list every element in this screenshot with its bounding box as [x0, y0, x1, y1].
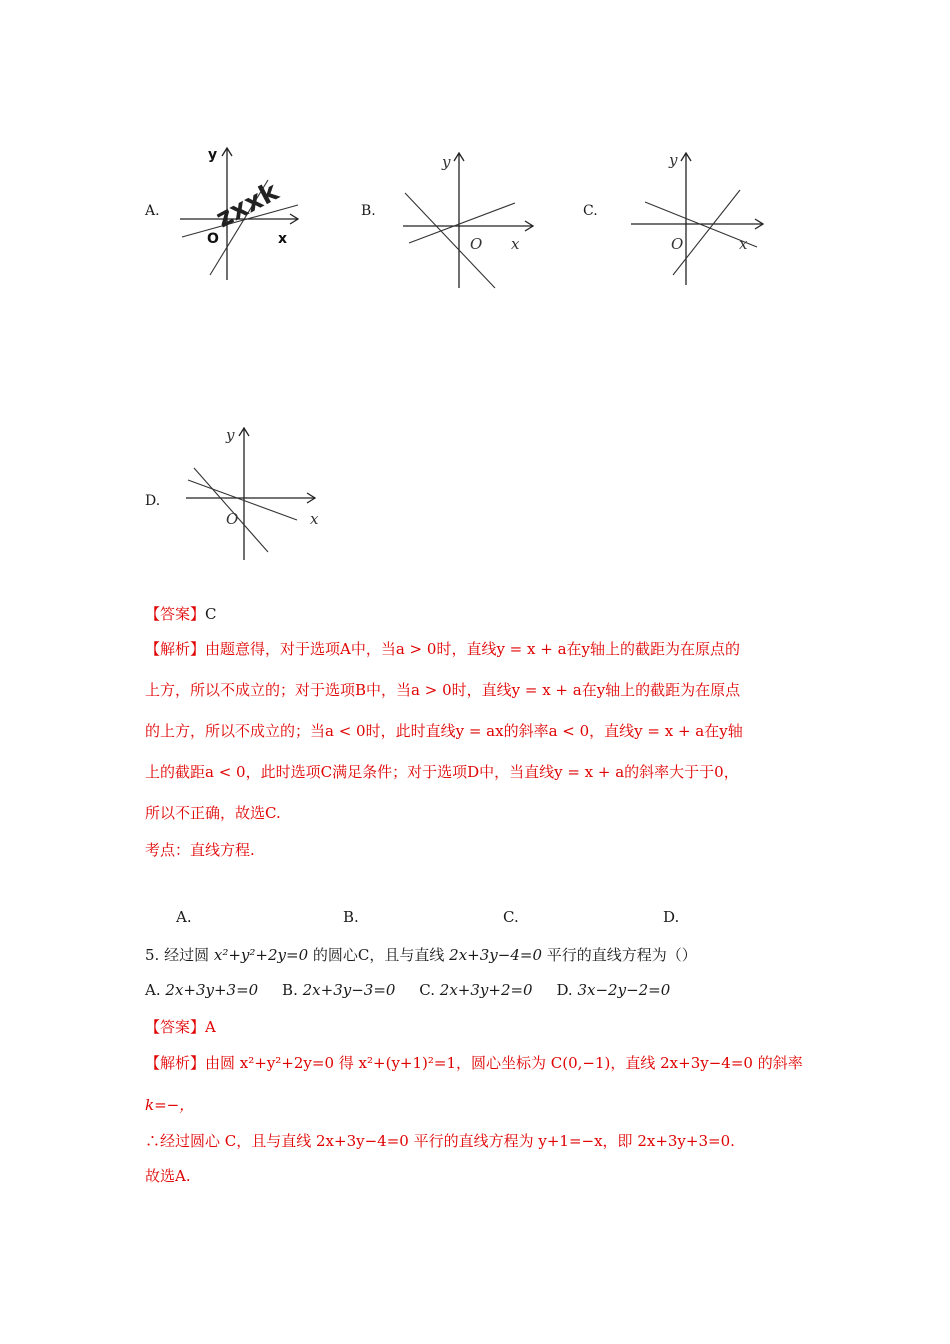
- analysis-text: 由圆 x²+y²+2y=0 得 x²+(y+1)²=1，圆心坐标为 C(0,−1)，直线 2x+3y−4=0 的斜率: [205, 1054, 803, 1072]
- origin-label: O: [226, 510, 239, 528]
- answer-tag: 【答案】: [145, 605, 206, 623]
- q4-answer: [145, 603, 217, 624]
- q5-analysis-line-3: ∴经过圆心 C，且与直线 2x+3y−4=0 平行的直线方程为 y+1=−x，即 2x+3y+3=0.: [145, 1132, 735, 1150]
- axis-x-label: x: [739, 235, 748, 253]
- stem-circle-equation: x²+y²+2y=0: [213, 946, 309, 964]
- stem-pre: 经过圆: [164, 946, 210, 964]
- axis-y-label: y: [208, 147, 218, 163]
- axis-y-label: y: [442, 153, 451, 171]
- axis-x-label: x: [278, 231, 288, 247]
- axis-x-label: x: [310, 510, 319, 528]
- blank-option-a: A.: [176, 908, 192, 926]
- q5-option-b: B. 2x+3y−3=0: [282, 981, 396, 999]
- stem-post: 平行的直线方程为（）: [546, 946, 697, 964]
- figure-b-graph: [395, 145, 545, 295]
- origin-label: O: [207, 231, 219, 247]
- axis-y-label: y: [226, 426, 235, 444]
- blank-option-d: D.: [663, 908, 680, 926]
- option-b-label: B.: [361, 203, 376, 219]
- answer-value: A: [205, 1018, 216, 1036]
- analysis-tag: 【解析】: [145, 640, 206, 658]
- analysis-text: 由题意得，对于选项A中，当a > 0时，直线y = x + a在y轴上的截距为在原点的: [205, 640, 741, 658]
- q5-option-c: C. 2x+3y+2=0: [419, 981, 533, 999]
- q4-analysis-line-3: 的上方，所以不成立的；当a < 0时，此时直线y = ax的斜率a < 0，直线y = x + a在y轴: [145, 722, 743, 740]
- stem-mid: 的圆心C，且与直线: [312, 946, 445, 964]
- figure-c-graph: [625, 145, 775, 295]
- blank-option-b: B.: [343, 908, 359, 926]
- figure-a-graph: [170, 140, 310, 285]
- q5-conclusion: 故选A.: [145, 1167, 191, 1185]
- q5-option-a: A. 2x+3y+3=0: [145, 981, 259, 999]
- option-a-label: A.: [145, 203, 160, 219]
- blank-option-c: C.: [503, 908, 519, 926]
- axis-x-label: x: [511, 235, 520, 253]
- axis-y-label: y: [669, 151, 678, 169]
- stem-line-equation: 2x+3y−4=0: [449, 946, 542, 964]
- option-c-label: C.: [583, 203, 598, 219]
- origin-label: O: [671, 235, 684, 253]
- q4-kaodian: 考点：直线方程.: [145, 841, 255, 859]
- q5-stem: [145, 944, 697, 965]
- q5-analysis-line-2: k=−，: [145, 1096, 195, 1114]
- q5-answer: [145, 1016, 216, 1037]
- option-d-label: D.: [145, 493, 161, 509]
- q4-analysis-line-2: 上方，所以不成立的；对于选项B中，当a > 0时，直线y = x + a在y轴上的截距为在原点: [145, 681, 741, 699]
- q4-analysis-line-1: [145, 638, 740, 659]
- question-number: 5.: [145, 946, 160, 964]
- figure-d-graph: [180, 420, 330, 565]
- q5-option-d: D. 3x−2y−2=0: [556, 981, 671, 999]
- watermark-zxxk: zxxk: [211, 176, 284, 235]
- answer-tag: 【答案】: [145, 1018, 206, 1036]
- analysis-tag: 【解析】: [145, 1054, 206, 1072]
- q4-analysis-line-4: 上的截距a < 0，此时选项C满足条件；对于选项D中，当直线y = x + a的斜率大于于0，: [145, 763, 739, 781]
- q5-options: [145, 981, 670, 999]
- q5-analysis-line-1: [145, 1052, 803, 1073]
- origin-label: O: [470, 235, 483, 253]
- q4-analysis-line-5: 所以不正确，故选C.: [145, 804, 281, 822]
- answer-value: C: [205, 605, 217, 623]
